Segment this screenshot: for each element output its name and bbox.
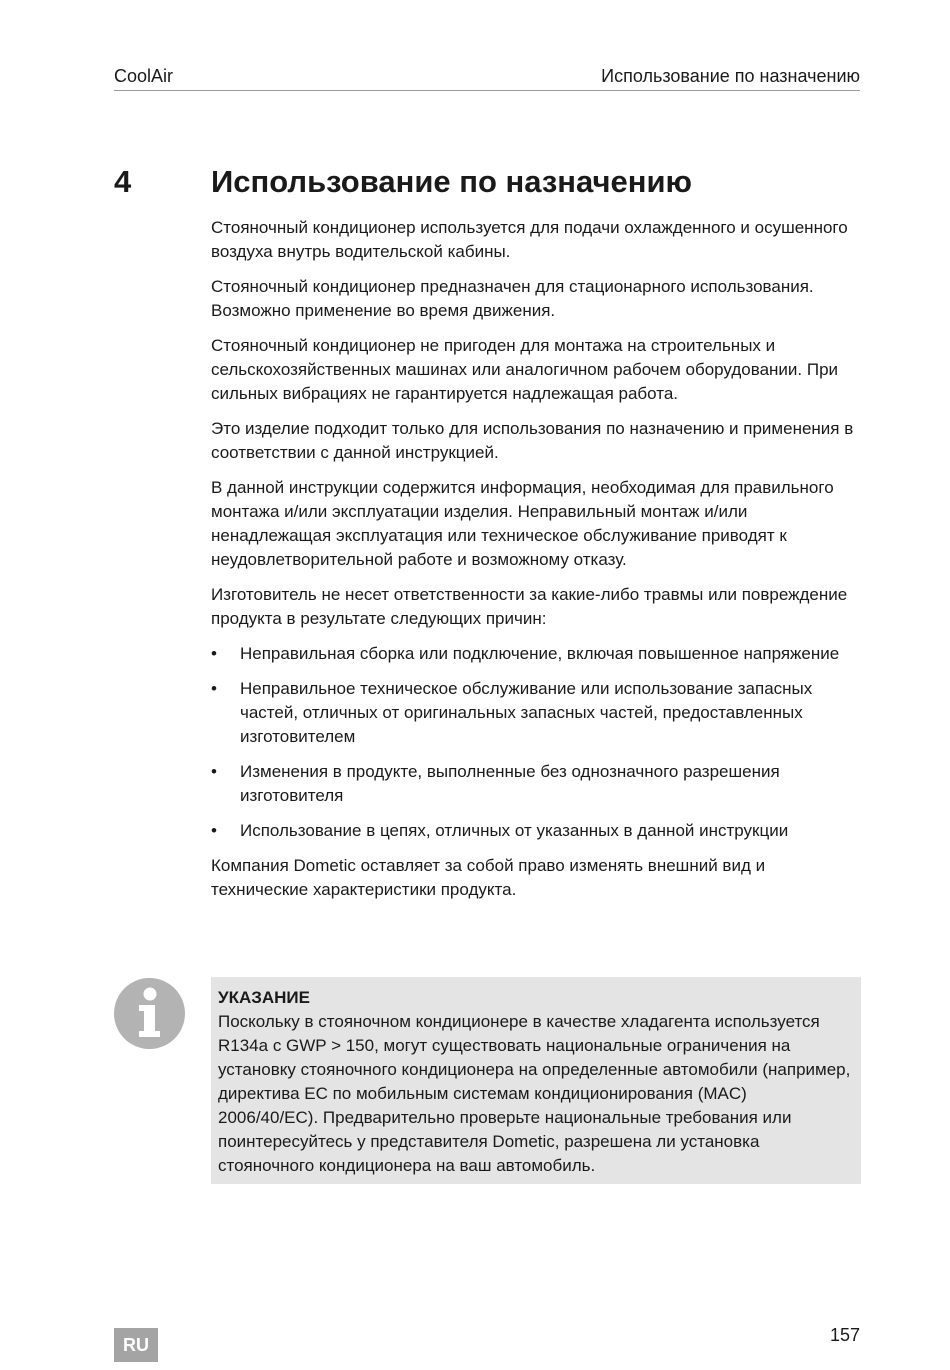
list-item-text: Использование в цепях, отличных от указанных в данной инструкции — [240, 821, 789, 840]
note-title: УКАЗАНИЕ — [218, 988, 310, 1007]
note-text: Поскольку в стояночном кондиционере в качестве хладагента используется R134a с GWP > 150, могут существовать национальные ограничения на установку стояночного кондиционера на определенные автомобили (например, директива ЕС по мобильным системам кондиционирования (MAC) 2006/40/EC). Предварительно проверьте национальные требования или поинтересуйтесь у представителя Dometic, разрешена ли установка стояночного кондиционера на ваш автомобиль. — [218, 1012, 851, 1175]
language-badge: RU — [114, 1328, 158, 1362]
chapter-number: 4 — [114, 164, 132, 199]
paragraph: Стояночный кондиционер используется для подачи охлажденного и осушенного воздуха внутрь водительской кабины. — [211, 218, 848, 261]
list-item-text: Изменения в продукте, выполненные без однозначного разрешения изготовителя — [240, 762, 780, 805]
note-box — [211, 977, 861, 1184]
paragraph: Компания Dometic оставляет за собой право изменять внешний вид и технические характеристики продукта. — [211, 856, 766, 899]
bullet-icon: • — [211, 644, 217, 663]
paragraph: Стояночный кондиционер не пригоден для монтажа на строительных и сельскохозяйственных машинах или аналогичном рабочем оборудовании. При сильных вибрациях не гарантируется надлежащая работа. — [211, 336, 839, 403]
list-item — [211, 677, 863, 749]
info-icon — [114, 978, 185, 1049]
running-header-section: Использование по назначению — [601, 66, 860, 86]
paragraph: Это изделие подходит только для использования по назначению и применения в соответствии с данной инструкцией. — [211, 419, 854, 462]
list-item-text: Неправильная сборка или подключение, включая повышенное напряжение — [240, 644, 840, 663]
page-number: 157 — [829, 1325, 860, 1345]
bullet-icon: • — [211, 679, 217, 698]
list-item — [211, 642, 863, 666]
list-item — [211, 760, 863, 808]
paragraph: В данной инструкции содержится информация, необходимая для правильного монтажа и/или эксплуатации изделия. Неправильный монтаж и/или ненадлежащая эксплуатация или техническое обслуживание приводят к неудовлетворительной работе и возможному отказу. — [211, 478, 834, 569]
paragraph: Изготовитель не несет ответственности за какие-либо травмы или повреждение продукта в результате следующих причин: — [211, 585, 848, 628]
list-item-text: Неправильное техническое обслуживание или использование запасных частей, отличных от оригинальных запасных частей, предоставленных изготовителем — [240, 679, 813, 746]
chapter-body — [211, 216, 863, 913]
header-divider — [114, 90, 860, 91]
running-header-product: CoolAir — [114, 66, 174, 86]
list-item — [211, 819, 863, 843]
bullet-icon: • — [211, 762, 217, 781]
chapter-title: Использование по назначению — [211, 164, 692, 199]
cause-list — [211, 642, 863, 843]
paragraph: Стояночный кондиционер предназначен для стационарного использования. Возможно применение во время движения. — [211, 277, 814, 320]
bullet-icon: • — [211, 821, 217, 840]
